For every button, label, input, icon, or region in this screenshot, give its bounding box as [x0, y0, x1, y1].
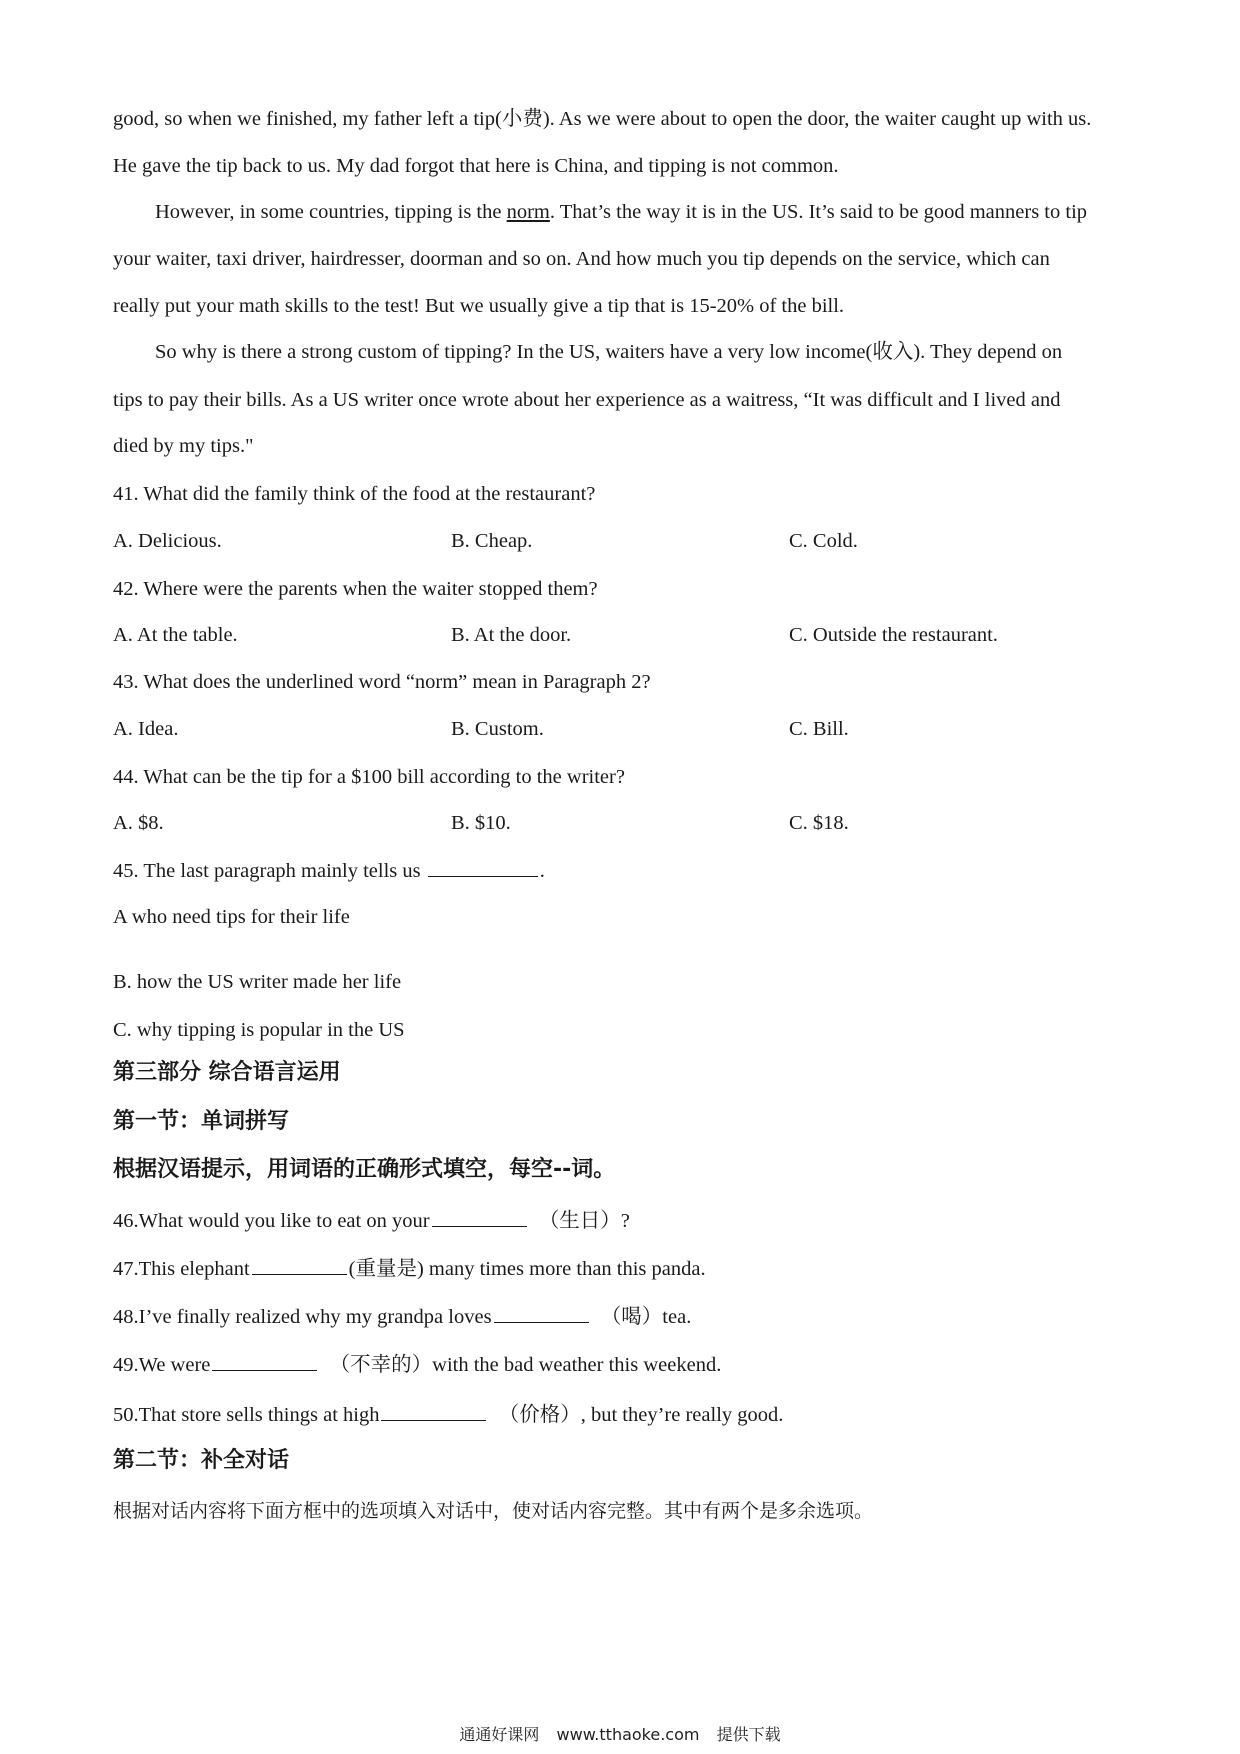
item-text: （价格）, but they’re really good. — [498, 1404, 784, 1426]
option-b: B. $10. — [451, 812, 511, 834]
passage-line: So why is there a strong custom of tipping? In the US, waiters have a very low income(收入). They depend on — [155, 341, 1063, 363]
option-c: C. Outside the restaurant. — [789, 624, 998, 646]
option-b: B. how the US writer made her life — [113, 971, 402, 993]
option-b: B. At the door. — [451, 624, 572, 646]
section-instruction: 根据对话内容将下面方框中的选项填入对话中，使对话内容完整。其中有两个是多余选项。 — [113, 1500, 874, 1522]
answer-blank[interactable] — [432, 1206, 527, 1227]
passage-line: tips to pay their bills. As a US writer once wrote about her experience as a waitress, “It was difficult and I lived and — [113, 389, 1061, 411]
passage-text: . That’s the way it is in the US. It’s said to be good manners to tip — [549, 201, 1088, 223]
fill-in-item — [113, 1350, 1133, 1379]
question-stem — [113, 856, 1133, 885]
item-text: 47.This elephant — [113, 1258, 250, 1280]
answer-blank[interactable] — [494, 1302, 589, 1323]
fill-in-item — [113, 1400, 1133, 1429]
fill-in-item — [113, 1254, 1133, 1283]
question-text: 45. The last paragraph mainly tells us — [113, 860, 421, 882]
option-a: A. $8. — [113, 812, 164, 834]
answer-blank[interactable] — [212, 1350, 317, 1371]
passage-line: good, so when we finished, my father left a tip(小费). As we were about to open the door, the waiter caught up with us. — [113, 108, 1092, 130]
footer-site-name: 通通好课网 — [459, 1725, 540, 1744]
passage-line — [155, 198, 1175, 226]
item-text: （生日）? — [538, 1210, 630, 1232]
footer-url[interactable]: www.tthaoke.com — [556, 1725, 700, 1744]
item-text: 48.I’ve finally realized why my grandpa loves — [113, 1306, 492, 1328]
option-c: C. Cold. — [789, 530, 858, 552]
item-text: （不幸的）with the bad weather this weekend. — [329, 1354, 722, 1376]
fill-in-item — [113, 1302, 1133, 1331]
underlined-word-norm: norm — [506, 201, 550, 223]
item-text: 50.That store sells things at high — [113, 1404, 380, 1426]
passage-line: really put your math skills to the test! But we usually give a tip that is 15-20% of the bill. — [113, 295, 845, 317]
option-a: A. Delicious. — [113, 530, 222, 552]
answer-blank[interactable] — [428, 856, 538, 877]
item-text: 46.What would you like to eat on your — [113, 1210, 430, 1232]
footer-tagline: 提供下载 — [716, 1725, 781, 1744]
option-c: C. $18. — [789, 812, 849, 834]
option-b: B. Cheap. — [451, 530, 533, 552]
item-text: （喝）tea. — [600, 1306, 692, 1328]
question-stem: 42. Where were the parents when the waiter stopped them? — [113, 578, 598, 600]
item-text: 49.We were — [113, 1354, 211, 1376]
item-text: (重量是) many times more than this panda. — [348, 1258, 706, 1280]
option-a: A. At the table. — [113, 624, 238, 646]
passage-line: your waiter, taxi driver, hairdresser, doorman and so on. And how much you tip depends on the service, which can — [113, 248, 1050, 270]
option-c: C. why tipping is popular in the US — [113, 1019, 405, 1041]
subsection-title: 第二节：补全对话 — [113, 1448, 290, 1473]
passage-text: However, in some countries, tipping is the — [155, 201, 507, 223]
option-a: A who need tips for their life — [113, 906, 350, 928]
question-stem: 44. What can be the tip for a $100 bill according to the writer? — [113, 766, 625, 788]
answer-blank[interactable] — [381, 1400, 486, 1421]
passage-line: died by my tips." — [113, 435, 254, 457]
page-footer — [0, 1722, 1240, 1745]
section-title: 第三部分 综合语言运用 — [113, 1060, 341, 1085]
option-a: A. Idea. — [113, 718, 179, 740]
question-text: . — [539, 860, 545, 882]
subsection-title: 第一节：单词拼写 — [113, 1109, 290, 1134]
answer-blank[interactable] — [252, 1254, 347, 1275]
option-c: C. Bill. — [789, 718, 849, 740]
question-stem: 43. What does the underlined word “norm” mean in Paragraph 2? — [113, 671, 651, 693]
option-b: B. Custom. — [451, 718, 544, 740]
section-instruction: 根据汉语提示，用词语的正确形式填空，每空--词。 — [113, 1157, 616, 1182]
question-stem: 41. What did the family think of the food at the restaurant? — [113, 483, 596, 505]
fill-in-item — [113, 1206, 1133, 1235]
passage-line: He gave the tip back to us. My dad forgot that here is China, and tipping is not common. — [113, 155, 839, 177]
